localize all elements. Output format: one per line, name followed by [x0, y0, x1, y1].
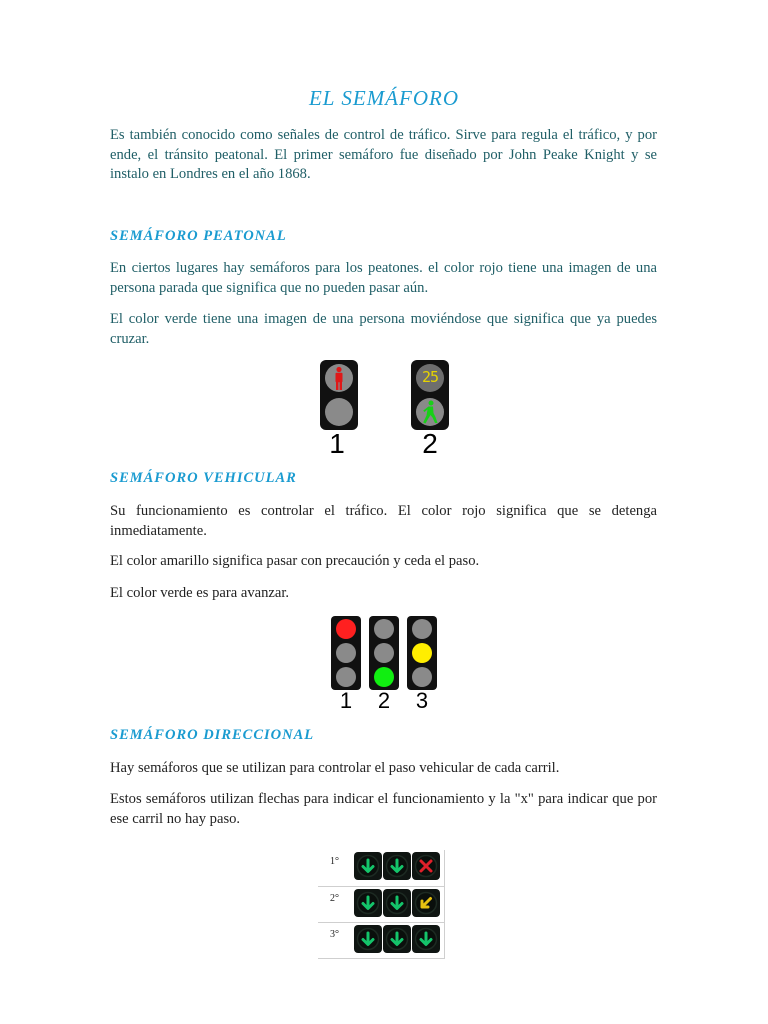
arrow-down-icon	[354, 925, 382, 953]
vehicular-paragraph-3: El color verde es para avanzar.	[110, 585, 290, 601]
arrow-down-icon	[354, 852, 382, 880]
vehicle-light-yellow	[407, 616, 437, 690]
vehicular-paragraph-2: El color amarillo significa pasar con precaución y ceda el paso.	[110, 553, 480, 569]
direccional-paragraph-1: Hay semáforos que se utilizan para controlar el paso vehicular de cada carril.	[110, 760, 560, 776]
figure-label-2: 2	[422, 428, 438, 459]
lamp-off	[336, 667, 356, 687]
arrow-down-icon	[383, 852, 411, 880]
section-heading-peatonal: SEMÁFORO PEATONAL	[110, 228, 287, 244]
vehicular-paragraph-1: Su funcionamiento es controlar el tráfico. El color rojo significa que se detenga inmediatamente.	[110, 503, 657, 539]
table-row	[318, 886, 444, 923]
direccional-paragraph-2: Estos semáforos utilizan flechas para indicar el funcionamiento y la "x" para indicar que por ese carril no hay paso.	[110, 791, 657, 827]
red-lamp	[336, 619, 356, 639]
yellow-lamp	[412, 643, 432, 663]
walking-person-icon	[416, 398, 444, 426]
countdown-display	[416, 364, 444, 392]
directional-signal-table	[318, 850, 445, 959]
arrow-down-icon	[354, 889, 382, 917]
lamp-off	[412, 619, 432, 639]
table-row	[318, 850, 444, 886]
pedestrian-light-red	[320, 360, 358, 430]
vehicle-label-3: 3	[415, 688, 429, 713]
standing-person-icon	[325, 364, 353, 392]
lamp-off	[374, 643, 394, 663]
green-lamp	[374, 667, 394, 687]
arrow-down-icon	[383, 925, 411, 953]
lamp-off	[336, 643, 356, 663]
vehicle-label-1: 1	[339, 688, 353, 713]
figure-label-1: 1	[329, 428, 345, 459]
row-label: 2°	[330, 893, 339, 904]
x-icon	[412, 852, 440, 880]
intro-paragraph: Es también conocido como señales de control de tráfico. Sirve para regula el tráfico, y por ende, el tránsito peatonal. El primer semáforo fue diseñado por John Peake Knight y se instalo en Londres en el año 1868.	[110, 127, 657, 182]
section-heading-vehicular: SEMÁFORO VEHICULAR	[110, 470, 297, 486]
peatonal-paragraph-2: El color verde tiene una imagen de una persona moviéndose que significa que ya puedes cruzar.	[110, 311, 657, 347]
table-row	[318, 922, 444, 959]
row-label: 1°	[330, 856, 339, 867]
arrow-down-left-icon	[412, 889, 440, 917]
peatonal-paragraph-1: En ciertos lugares hay semáforos para los peatones. el color rojo tiene una imagen de una persona parada que significa que no pueden pasar aún.	[110, 260, 657, 296]
lamp-off	[412, 667, 432, 687]
lamp-off	[374, 619, 394, 639]
arrow-down-icon	[383, 889, 411, 917]
section-heading-direccional: SEMÁFORO DIRECCIONAL	[110, 727, 315, 743]
arrow-down-icon	[412, 925, 440, 953]
countdown-value: 25	[421, 368, 439, 386]
vehicle-label-2: 2	[377, 688, 391, 713]
pedestrian-light-green	[411, 360, 449, 430]
row-label: 3°	[330, 929, 339, 940]
pedestrian-lamp-off	[325, 398, 353, 426]
vehicle-light-red	[331, 616, 361, 690]
page-title: EL SEMÁFORO	[308, 86, 459, 110]
vehicle-light-green	[369, 616, 399, 690]
